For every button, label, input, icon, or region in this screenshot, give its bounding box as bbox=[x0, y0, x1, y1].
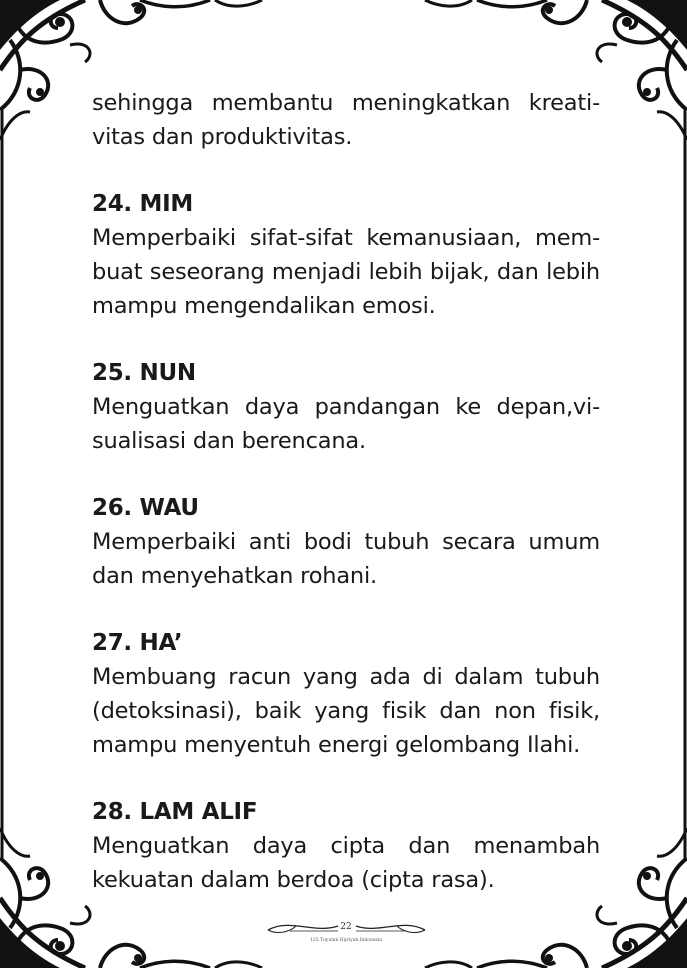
section-wau bbox=[92, 491, 600, 593]
section-lam-alif bbox=[92, 795, 600, 897]
footer-caption: 125 Tuyulan Hijriyah Indonesia bbox=[310, 938, 382, 943]
section-mim bbox=[92, 187, 600, 323]
section-text: Memperbaiki sifat-sifat kemanusiaan, mem-buat seseorang menjadi lebih bijak, dan lebih mampu mengendalikan emosi. bbox=[92, 225, 600, 319]
intro-paragraph: sehingga membantu meningkatkan kreati-vitas dan produktivitas. bbox=[92, 90, 600, 150]
section-ha bbox=[92, 626, 600, 762]
section-text: Membuang racun yang ada di dalam tubuh (detoksinasi), baik yang fisik dan non fisik, mampu menyentuh energi gelombang Ilahi. bbox=[92, 664, 600, 758]
section-text: Menguatkan daya pandangan ke depan,vi-sualisasi dan berencana. bbox=[92, 394, 600, 454]
section-heading: 26. WAU bbox=[92, 495, 199, 521]
section-heading: 28. LAM ALIF bbox=[92, 799, 258, 825]
section-text: Memperbaiki anti bodi tubuh secara umum dan menyehatkan rohani. bbox=[92, 529, 600, 589]
section-nun bbox=[92, 356, 600, 458]
page-footer bbox=[262, 916, 430, 948]
section-text: Menguatkan daya cipta dan menambah kekuatan dalam berdoa (cipta rasa). bbox=[92, 833, 600, 893]
page-number: 22 bbox=[340, 922, 352, 932]
section-heading: 27. HA’ bbox=[92, 630, 183, 656]
section-heading: 25. NUN bbox=[92, 360, 196, 386]
page-content bbox=[92, 86, 600, 897]
section-heading: 24. MIM bbox=[92, 191, 193, 217]
